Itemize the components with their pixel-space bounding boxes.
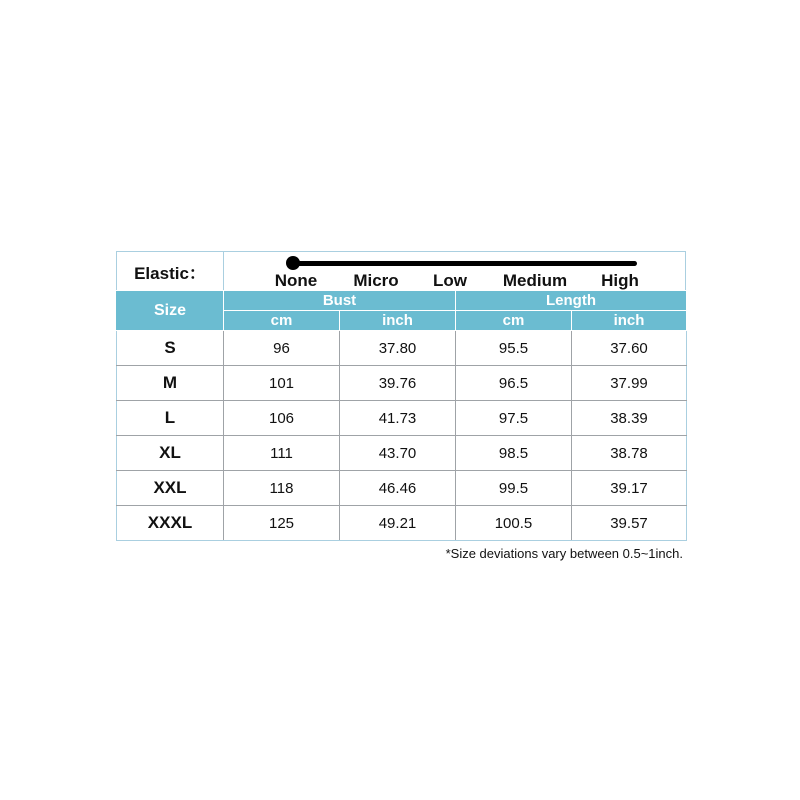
elastic-label: Elastic： — [117, 252, 224, 290]
length-inch-cell: 37.60 — [572, 331, 687, 366]
size-cell: XXL — [117, 471, 224, 506]
bust-group-header: Bust — [224, 291, 456, 311]
size-chart — [116, 251, 686, 541]
size-cell: S — [117, 331, 224, 366]
size-cell: XL — [117, 436, 224, 471]
length-cm-cell: 96.5 — [456, 366, 572, 401]
table-row — [117, 471, 687, 506]
length-inch-cell: 37.99 — [572, 366, 687, 401]
size-column-header: Size — [117, 291, 224, 331]
size-cell: L — [117, 401, 224, 436]
elastic-level-micro: Micro — [353, 271, 399, 290]
length-cm-cell: 95.5 — [456, 331, 572, 366]
size-cell: XXXL — [117, 506, 224, 541]
length-cm-header: cm — [456, 311, 572, 331]
elastic-level-low: Low — [433, 271, 467, 290]
size-table — [116, 290, 687, 541]
bust-cm-cell: 101 — [224, 366, 340, 401]
table-row — [117, 331, 687, 366]
elastic-level-high: High — [601, 271, 639, 290]
bust-cm-cell: 111 — [224, 436, 340, 471]
elastic-levels — [224, 271, 685, 291]
table-row — [117, 436, 687, 471]
length-cm-cell: 99.5 — [456, 471, 572, 506]
bust-inch-cell: 46.46 — [340, 471, 456, 506]
elastic-level-none: None — [274, 271, 318, 290]
length-inch-cell: 39.57 — [572, 506, 687, 541]
table-row — [117, 506, 687, 541]
bust-cm-cell: 96 — [224, 331, 340, 366]
size-cell: M — [117, 366, 224, 401]
table-row — [117, 366, 687, 401]
elastic-scale — [224, 252, 685, 290]
table-body — [117, 331, 687, 541]
bust-inch-header: inch — [340, 311, 456, 331]
elastic-row — [116, 251, 686, 290]
elastic-scale-line — [289, 261, 637, 266]
bust-inch-cell: 49.21 — [340, 506, 456, 541]
table-header-row — [117, 291, 687, 311]
length-cm-cell: 98.5 — [456, 436, 572, 471]
length-inch-header: inch — [572, 311, 687, 331]
bust-inch-cell: 43.70 — [340, 436, 456, 471]
bust-inch-cell: 37.80 — [340, 331, 456, 366]
table-row — [117, 401, 687, 436]
footnote: *Size deviations vary between 0.5~1inch. — [445, 546, 683, 561]
bust-cm-cell: 125 — [224, 506, 340, 541]
length-inch-cell: 38.39 — [572, 401, 687, 436]
bust-cm-cell: 118 — [224, 471, 340, 506]
elastic-selected-dot — [286, 256, 300, 270]
bust-inch-cell: 39.76 — [340, 366, 456, 401]
length-cm-cell: 97.5 — [456, 401, 572, 436]
length-inch-cell: 38.78 — [572, 436, 687, 471]
bust-cm-cell: 106 — [224, 401, 340, 436]
elastic-level-medium: Medium — [502, 271, 568, 290]
bust-inch-cell: 41.73 — [340, 401, 456, 436]
length-inch-cell: 39.17 — [572, 471, 687, 506]
length-group-header: Length — [456, 291, 687, 311]
length-cm-cell: 100.5 — [456, 506, 572, 541]
bust-cm-header: cm — [224, 311, 340, 331]
